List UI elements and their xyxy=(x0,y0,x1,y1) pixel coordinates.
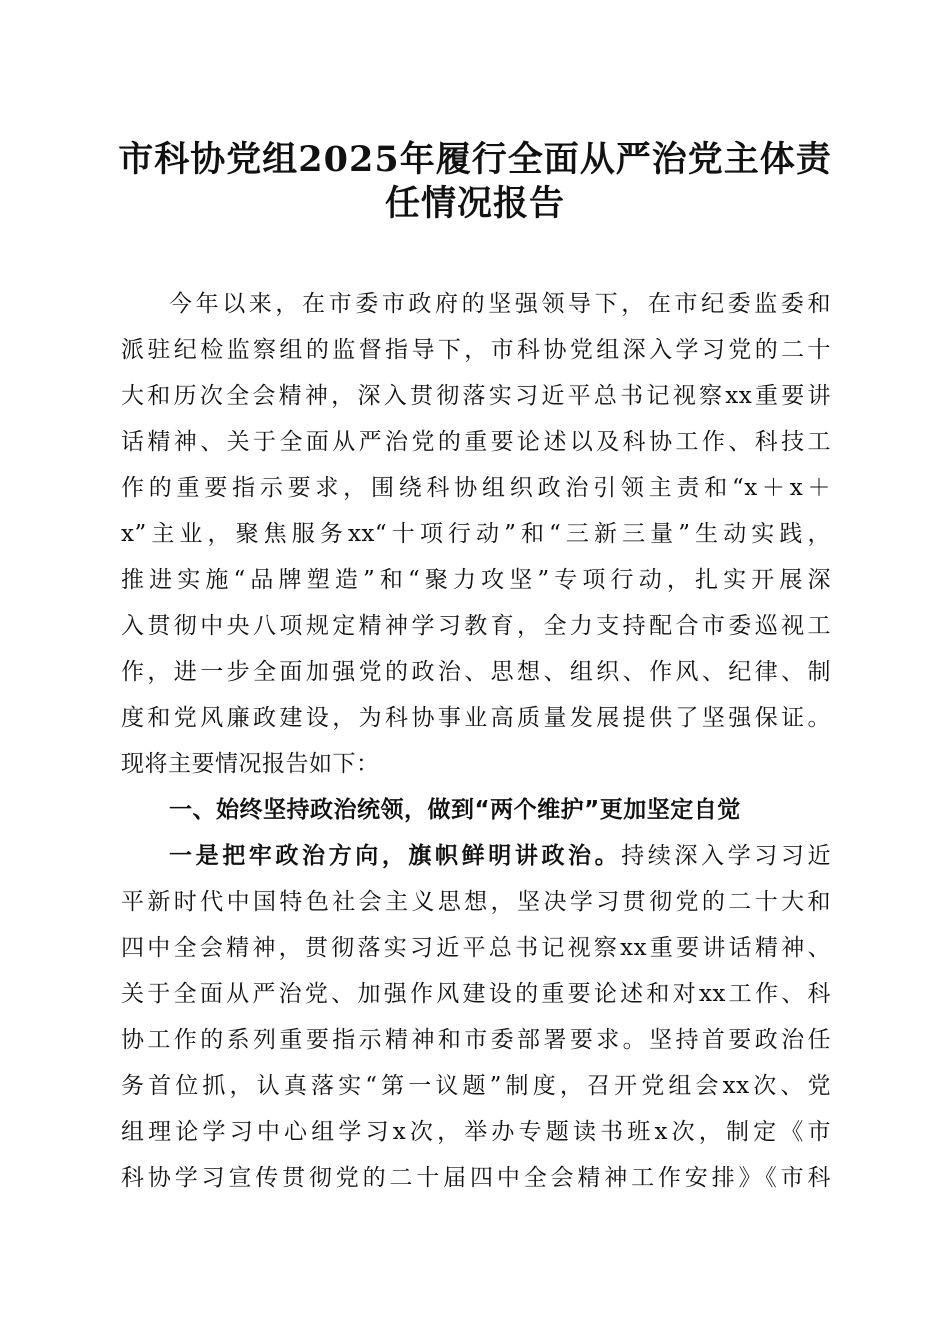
paragraph-line: 组理论学习中心组学习x次，举办专题读书班x次，制定《市 xyxy=(121,1119,831,1145)
paragraph-line: 关于全面从严治党、加强作风建设的重要论述和对xx工作、科 xyxy=(121,981,831,1007)
title-line-1: 市科协党组2025年履行全面从严治党主体责 xyxy=(118,139,832,180)
paragraph-line: 作的重要指示要求，围绕科协组织政治引领主责和“x＋x＋ xyxy=(121,475,831,501)
paragraph-lead: 一是把牢政治方向，旗帜鲜明讲政治。 xyxy=(169,842,622,869)
paragraph-line: 大和历次全会精神，深入贯彻落实习近平总书记视察xx重要讲 xyxy=(121,383,831,409)
intro-paragraph xyxy=(121,281,831,787)
paragraph-line: 四中全会精神，贯彻落实习近平总书记视察xx重要讲话精神、 xyxy=(121,935,831,961)
paragraph-line: 今年以来，在市委市政府的坚强领导下，在市纪委监委和 xyxy=(169,291,831,317)
section-paragraph xyxy=(121,833,831,1201)
paragraph-line: 作，进一步全面加强党的政治、思想、组织、作风、纪律、制 xyxy=(121,659,831,685)
paragraph-first-line-rest: 持续深入学习习近 xyxy=(621,843,831,869)
section-heading: 一、始终坚持政治统领，做到“两个维护”更加坚定自觉 xyxy=(169,797,741,823)
document-body xyxy=(121,281,831,1201)
paragraph-line: x”主业，聚焦服务xx“十项行动”和“三新三量”生动实践， xyxy=(121,521,831,547)
paragraph-first-line xyxy=(121,833,831,879)
paragraph-line: 度和党风廉政建设，为科协事业高质量发展提供了坚强保证。 xyxy=(121,705,831,731)
paragraph-line: 推进实施“品牌塑造”和“聚力攻坚”专项行动，扎实开展深 xyxy=(121,567,831,593)
document-title xyxy=(100,138,850,226)
title-line-2: 任情况报告 xyxy=(384,183,565,224)
paragraph-line: 科协学习宣传贯彻党的二十届四中全会精神工作安排》《市科 xyxy=(121,1165,831,1191)
paragraph-line: 派驻纪检监察组的监督指导下，市科协党组深入学习党的二十 xyxy=(121,337,831,363)
paragraph-line: 平新时代中国特色社会主义思想，坚决学习贯彻党的二十大和 xyxy=(121,889,831,915)
paragraph-line: 务首位抓，认真落实“第一议题”制度，召开党组会xx次、党 xyxy=(121,1073,831,1099)
paragraph-line: 现将主要情况报告如下： xyxy=(121,751,380,777)
paragraph-line: 入贯彻中央八项规定精神学习教育，全力支持配合市委巡视工 xyxy=(121,613,831,639)
paragraph-line: 话精神、关于全面从严治党的重要论述以及科协工作、科技工 xyxy=(121,429,831,455)
paragraph-line: 协工作的系列重要指示精神和市委部署要求。坚持首要政治任 xyxy=(121,1027,831,1053)
